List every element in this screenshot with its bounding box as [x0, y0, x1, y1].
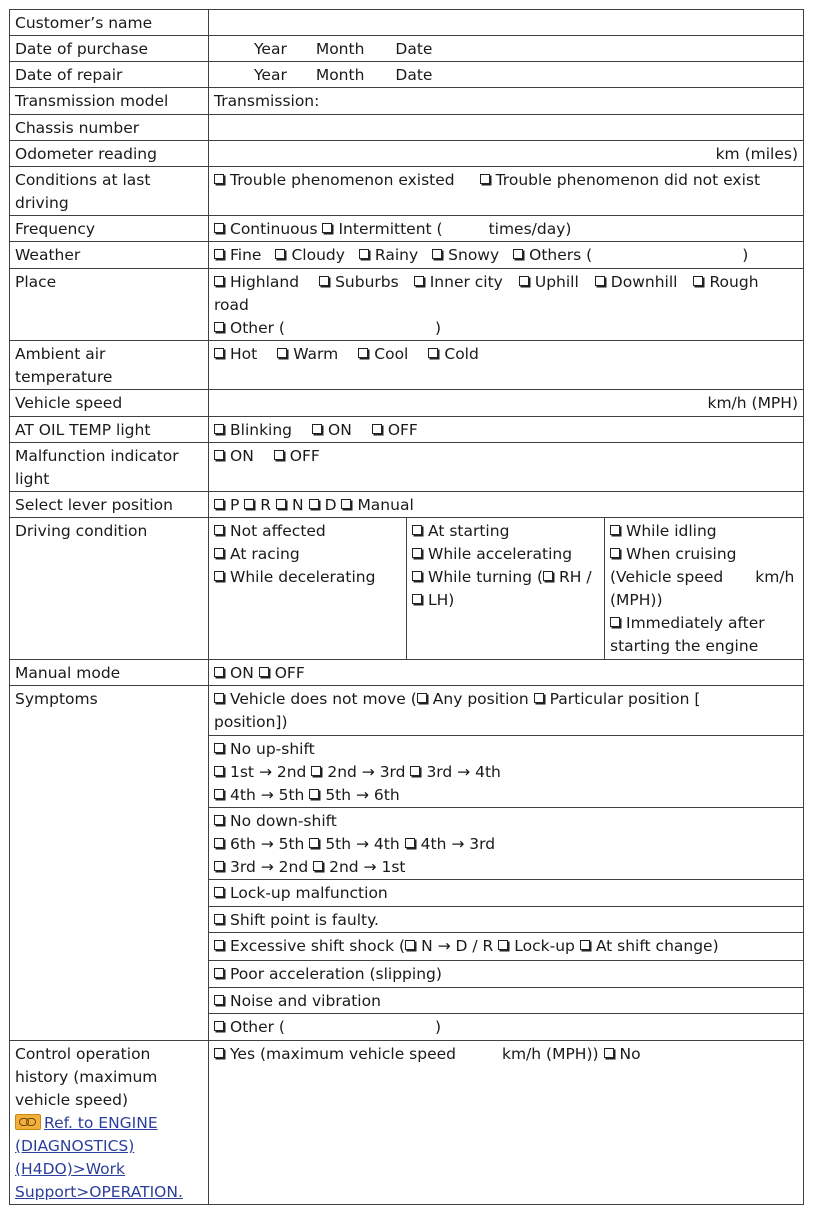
checkbox-icon[interactable]	[214, 968, 224, 978]
checkbox-icon[interactable]	[480, 174, 490, 184]
option-label: (Vehicle speed	[610, 568, 724, 586]
checkbox-icon[interactable]	[358, 348, 368, 358]
speed-unit: km/h (MPH)	[707, 394, 798, 412]
option-label: No	[619, 1045, 641, 1063]
checkbox-icon[interactable]	[214, 348, 224, 358]
checkbox-icon[interactable]	[543, 571, 553, 581]
checkbox-icon[interactable]	[513, 249, 523, 259]
option-label: Any position	[432, 690, 529, 708]
option-label: Manual	[357, 496, 414, 514]
option-label: Intermittent (	[338, 220, 443, 238]
driving-col2	[407, 518, 605, 659]
option-label: Uphill	[534, 273, 579, 291]
checkbox-icon[interactable]	[214, 499, 224, 509]
option-label: When cruising	[626, 545, 737, 563]
repair-label: Date of repair	[10, 62, 209, 88]
purchase-field[interactable]	[209, 36, 804, 62]
option-label: At starting	[428, 522, 510, 540]
symptoms-row-1	[10, 686, 804, 736]
checkbox-icon[interactable]	[372, 424, 382, 434]
option-label: Trouble phenomenon did not exist	[495, 171, 761, 189]
speed-row	[10, 390, 804, 417]
checkbox-icon[interactable]	[214, 276, 224, 286]
option-label: )	[434, 1018, 442, 1036]
checkbox-icon[interactable]	[519, 276, 529, 286]
checkbox-icon[interactable]	[322, 223, 332, 233]
symptom-noise	[209, 988, 804, 1014]
checkbox-icon[interactable]	[275, 249, 285, 259]
control-row	[10, 1041, 804, 1205]
option-label: N	[292, 496, 304, 514]
checkbox-icon[interactable]	[693, 276, 703, 286]
checkbox-icon[interactable]	[214, 223, 224, 233]
lever-label: Select lever position	[10, 492, 209, 518]
checkbox-icon[interactable]	[214, 322, 224, 332]
option-label: km/h (MPH))	[501, 1045, 599, 1063]
ambient-field	[209, 341, 804, 390]
driving-col3	[605, 518, 804, 659]
purchase-month: Month	[315, 40, 365, 58]
repair-row	[10, 62, 804, 88]
option-label: Other (	[230, 1018, 285, 1036]
mil-row	[10, 443, 804, 492]
conditions-label: Conditions at last driving	[10, 167, 209, 216]
option-label: While turning (	[428, 568, 543, 586]
checkbox-icon[interactable]	[214, 789, 224, 799]
atoil-row	[10, 417, 804, 443]
checkbox-icon[interactable]	[214, 249, 224, 259]
driving-row	[10, 518, 804, 660]
symptom-no-move	[209, 686, 804, 736]
transmission-field[interactable]: Transmission:	[209, 88, 804, 115]
symptom-no-downshift	[209, 808, 804, 880]
checkbox-icon[interactable]	[214, 1021, 224, 1031]
checkbox-icon[interactable]	[214, 861, 224, 871]
option-label: )	[434, 319, 442, 337]
option-label: Fine	[230, 246, 262, 264]
checkbox-icon[interactable]	[214, 525, 224, 535]
purchase-label: Date of purchase	[10, 36, 209, 62]
option-label: Excessive shift shock (	[230, 937, 406, 955]
option-label: At racing	[230, 545, 300, 563]
option-label: No up-shift	[230, 740, 315, 758]
option-label: Highland	[230, 273, 300, 291]
option-label: OFF	[387, 421, 418, 439]
symptom-shift-point	[209, 907, 804, 933]
checkbox-icon[interactable]	[214, 450, 224, 460]
chassis-field[interactable]	[209, 115, 804, 141]
control-field	[209, 1041, 804, 1205]
place-field	[209, 269, 804, 341]
customer-label: Customer’s name	[10, 10, 209, 36]
checkbox-icon[interactable]	[428, 348, 438, 358]
checkbox-icon[interactable]	[214, 887, 224, 897]
checkbox-icon[interactable]	[244, 499, 254, 509]
customer-row	[10, 10, 804, 36]
checkbox-icon[interactable]	[214, 1048, 224, 1058]
option-label: Continuous	[230, 220, 318, 238]
place-label: Place	[10, 269, 209, 341]
option-label: N → D / R	[421, 937, 494, 955]
option-label: 5th → 6th	[325, 786, 400, 804]
manual-field	[209, 660, 804, 686]
checkbox-icon[interactable]	[214, 743, 224, 753]
option-label: )	[742, 246, 749, 264]
option-label: Shift point is faulty.	[230, 911, 379, 929]
checkbox-icon[interactable]	[214, 766, 224, 776]
checkbox-icon[interactable]	[214, 667, 224, 677]
checkbox-icon[interactable]	[412, 571, 422, 581]
checkbox-icon[interactable]	[214, 424, 224, 434]
checkbox-icon[interactable]	[412, 594, 422, 604]
option-label: OFF	[274, 664, 305, 682]
checkbox-icon[interactable]	[412, 525, 422, 535]
option-label: Rough	[709, 273, 759, 291]
checkbox-icon[interactable]	[312, 424, 322, 434]
odometer-label: Odometer reading	[10, 141, 209, 167]
checkbox-icon[interactable]	[313, 861, 323, 871]
symptom-no-upshift	[209, 736, 804, 808]
checkbox-icon[interactable]	[417, 693, 427, 703]
option-label: Other (	[230, 319, 285, 337]
option-label: 6th → 5th	[230, 835, 305, 853]
checkbox-icon[interactable]	[214, 174, 224, 184]
checkbox-icon[interactable]	[610, 617, 620, 627]
conditions-field	[209, 167, 804, 216]
option-label: Lock-up	[514, 937, 575, 955]
place-row	[10, 269, 804, 341]
option-label: P	[230, 496, 240, 514]
transmission-row	[10, 88, 804, 115]
option-label: Blinking	[230, 421, 293, 439]
speed-label: Vehicle speed	[10, 390, 209, 417]
symptom-other	[209, 1014, 804, 1041]
purchase-year: Year	[254, 40, 287, 58]
repair-date: Date	[395, 66, 433, 84]
symptom-shift-shock	[209, 933, 804, 961]
checkbox-icon[interactable]	[405, 940, 415, 950]
checkbox-icon[interactable]	[311, 766, 321, 776]
checkbox-icon[interactable]	[214, 548, 224, 558]
weather-field	[209, 242, 804, 269]
checkbox-icon[interactable]	[412, 548, 422, 558]
repair-form-table	[9, 9, 804, 1205]
option-label: ON	[328, 421, 352, 439]
option-label: Cold	[444, 345, 479, 363]
checkbox-icon[interactable]	[610, 548, 620, 558]
option-label: Inner city	[429, 273, 503, 291]
checkbox-icon[interactable]	[214, 995, 224, 1005]
option-label: Immediately after starting the engine	[610, 614, 765, 655]
option-label: 2nd → 1st	[329, 858, 406, 876]
option-label: D	[324, 496, 337, 514]
option-label: Noise and vibration	[230, 992, 381, 1010]
customer-field[interactable]	[209, 10, 804, 36]
symptom-acceleration	[209, 961, 804, 988]
checkbox-icon[interactable]	[359, 249, 369, 259]
option-label: R	[260, 496, 272, 514]
checkbox-icon[interactable]	[309, 789, 319, 799]
manual-label: Manual mode	[10, 660, 209, 686]
frequency-row	[10, 216, 804, 242]
option-label: Rainy	[374, 246, 419, 264]
option-label: 3rd → 2nd	[230, 858, 309, 876]
option-label: Particular position [	[549, 690, 701, 708]
control-label: Control operation history (maximum vehicle speed)	[15, 1045, 158, 1109]
atoil-label: AT OIL TEMP light	[10, 417, 209, 443]
reference-link-icon[interactable]	[15, 1114, 41, 1130]
repair-year: Year	[254, 66, 287, 84]
checkbox-icon[interactable]	[341, 499, 351, 509]
option-label: 1st → 2nd	[230, 763, 307, 781]
driving-field	[209, 518, 804, 660]
odometer-unit: km (miles)	[715, 145, 798, 163]
option-label: Others (	[529, 246, 593, 264]
mil-field	[209, 443, 804, 492]
option-label: Poor acceleration (slipping)	[230, 965, 442, 983]
option-label: LH)	[428, 591, 455, 609]
checkbox-icon[interactable]	[410, 766, 420, 776]
chassis-row	[10, 115, 804, 141]
checkbox-icon[interactable]	[214, 571, 224, 581]
repair-field[interactable]	[209, 62, 804, 88]
option-label: 4th → 5th	[230, 786, 305, 804]
driving-label: Driving condition	[10, 518, 209, 660]
option-label: While idling	[626, 522, 717, 540]
checkbox-icon[interactable]	[534, 693, 544, 703]
option-label: Trouble phenomenon existed	[230, 171, 455, 189]
checkbox-icon[interactable]	[214, 815, 224, 825]
weather-label: Weather	[10, 242, 209, 269]
ambient-row	[10, 341, 804, 390]
checkbox-icon[interactable]	[432, 249, 442, 259]
option-label: Hot	[230, 345, 258, 363]
checkbox-icon[interactable]	[276, 499, 286, 509]
checkbox-icon[interactable]	[214, 693, 224, 703]
option-label: Not affected	[230, 522, 326, 540]
checkbox-icon[interactable]	[580, 940, 590, 950]
driving-subtable	[209, 518, 803, 659]
option-label: Suburbs	[335, 273, 399, 291]
odometer-field[interactable]	[209, 141, 804, 167]
checkbox-icon[interactable]	[214, 914, 224, 924]
checkbox-icon[interactable]	[274, 450, 284, 460]
option-label: ON	[230, 664, 254, 682]
transmission-label: Transmission model	[10, 88, 209, 115]
checkbox-icon[interactable]	[309, 499, 319, 509]
option-label: While accelerating	[428, 545, 573, 563]
option-label: 5th → 4th	[325, 835, 400, 853]
checkbox-icon[interactable]	[405, 838, 415, 848]
manual-row	[10, 660, 804, 686]
checkbox-icon[interactable]	[214, 940, 224, 950]
option-label: While decelerating	[230, 568, 376, 586]
option-label: 4th → 3rd	[420, 835, 496, 853]
control-label-cell	[10, 1041, 209, 1205]
conditions-row	[10, 167, 804, 216]
speed-field[interactable]	[209, 390, 804, 417]
option-label: km/h	[755, 568, 795, 586]
option-label: 3rd → 4th	[426, 763, 501, 781]
option-label: 2nd → 3rd	[327, 763, 406, 781]
option-label: position])	[214, 713, 288, 731]
symptoms-label: Symptoms	[10, 686, 209, 1041]
repair-month: Month	[315, 66, 365, 84]
option-label: road	[214, 296, 249, 314]
checkbox-icon[interactable]	[595, 276, 605, 286]
lever-row	[10, 492, 804, 518]
mil-label: Malfunction indicator light	[10, 443, 209, 492]
checkbox-icon[interactable]	[414, 276, 424, 286]
option-label: Warm	[293, 345, 339, 363]
option-label: times/day)	[488, 220, 572, 238]
option-label: Downhill	[610, 273, 678, 291]
purchase-date: Date	[395, 40, 433, 58]
reference-link[interactable]: Ref. to ENGINE (DIAGNOSTICS) (H4DO)>Work Support>OPERATION.	[15, 1114, 183, 1201]
frequency-label: Frequency	[10, 216, 209, 242]
atoil-field	[209, 417, 804, 443]
option-label: (MPH))	[610, 591, 663, 609]
checkbox-icon[interactable]	[610, 525, 620, 535]
option-label: No down-shift	[230, 812, 337, 830]
driving-col1	[209, 518, 407, 659]
checkbox-icon[interactable]	[604, 1048, 614, 1058]
checkbox-icon[interactable]	[319, 276, 329, 286]
ambient-label: Ambient air temperature	[10, 341, 209, 390]
weather-row	[10, 242, 804, 269]
checkbox-icon[interactable]	[498, 940, 508, 950]
option-label: At shift change)	[595, 937, 719, 955]
option-label: ON	[230, 447, 254, 465]
chassis-label: Chassis number	[10, 115, 209, 141]
option-label: Cloudy	[291, 246, 345, 264]
symptom-lockup	[209, 880, 804, 907]
frequency-field	[209, 216, 804, 242]
checkbox-icon[interactable]	[277, 348, 287, 358]
checkbox-icon[interactable]	[309, 838, 319, 848]
option-label: Vehicle does not move (	[230, 690, 417, 708]
option-label: Cool	[374, 345, 409, 363]
odometer-row	[10, 141, 804, 167]
checkbox-icon[interactable]	[259, 667, 269, 677]
option-label: Yes (maximum vehicle speed	[230, 1045, 456, 1063]
option-label: RH /	[559, 568, 592, 586]
option-label: Lock-up malfunction	[230, 884, 388, 902]
option-label: OFF	[289, 447, 320, 465]
checkbox-icon[interactable]	[214, 838, 224, 848]
option-label: Snowy	[448, 246, 500, 264]
purchase-row	[10, 36, 804, 62]
lever-field	[209, 492, 804, 518]
